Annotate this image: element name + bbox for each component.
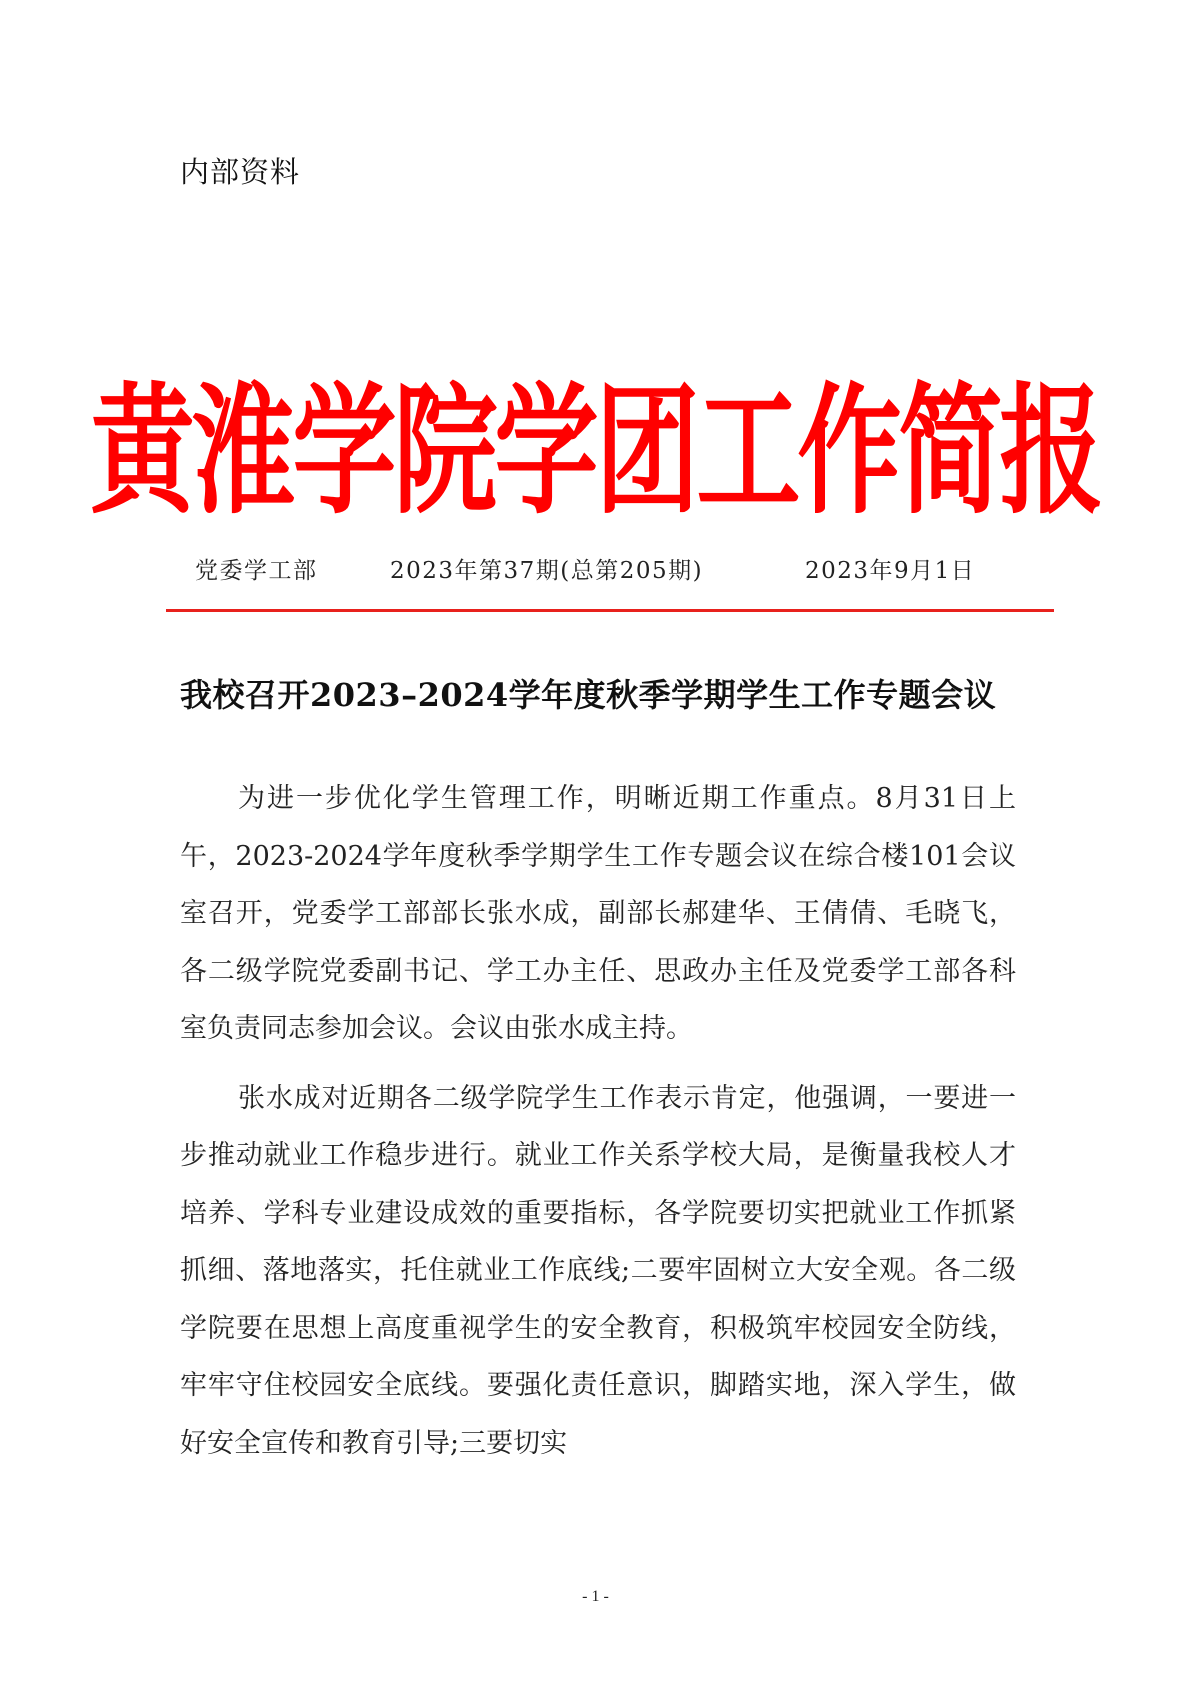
issue-info-line <box>195 552 1015 592</box>
internal-material-label: 内部资料 <box>180 155 301 189</box>
issuing-department: 党委学工部 <box>195 558 318 584</box>
issue-number: 2023年第37期(总第205期) <box>390 558 704 584</box>
article-body <box>180 770 1016 1472</box>
article-paragraph: 为进一步优化学生管理工作，明晰近期工作重点。8月31日上午，2023-2024学年度秋季学期学生工作专题会议在综合楼101会议室召开，党委学工部部长张水成，副部长郝建华、王倩倩、毛晓飞，各二级学院党委副书记、学工办主任、思政办主任及党委学工部各科室负责同志参加会议。会议由张水成主持。 <box>180 783 1016 1044</box>
article-paragraph: 张水成对近期各二级学院学生工作表示肯定，他强调，一要进一步推动就业工作稳步进行。就业工作关系学校大局，是衡量我校人才培养、学科专业建设成效的重要指标，各学院要切实把就业工作抓紧抓细、落地落实，托住就业工作底线;二要牢固树立大安全观。各二级学院要在思想上高度重视学生的安全教育，积极筑牢校园安全防线，牢牢守住校园安全底线。要强化责任意识，脚踏实地，深入学生，做好安全宣传和教育引导;三要切实 <box>180 1082 1016 1459</box>
article-title: 我校召开2023–2024学年度秋季学期学生工作专题会议 <box>180 676 997 714</box>
red-divider-line <box>166 609 1054 612</box>
page-number: - 1 - <box>582 1588 609 1605</box>
masthead-title: 黄淮学院学团工作简报 <box>90 368 1101 534</box>
issue-date: 2023年9月1日 <box>805 558 976 584</box>
